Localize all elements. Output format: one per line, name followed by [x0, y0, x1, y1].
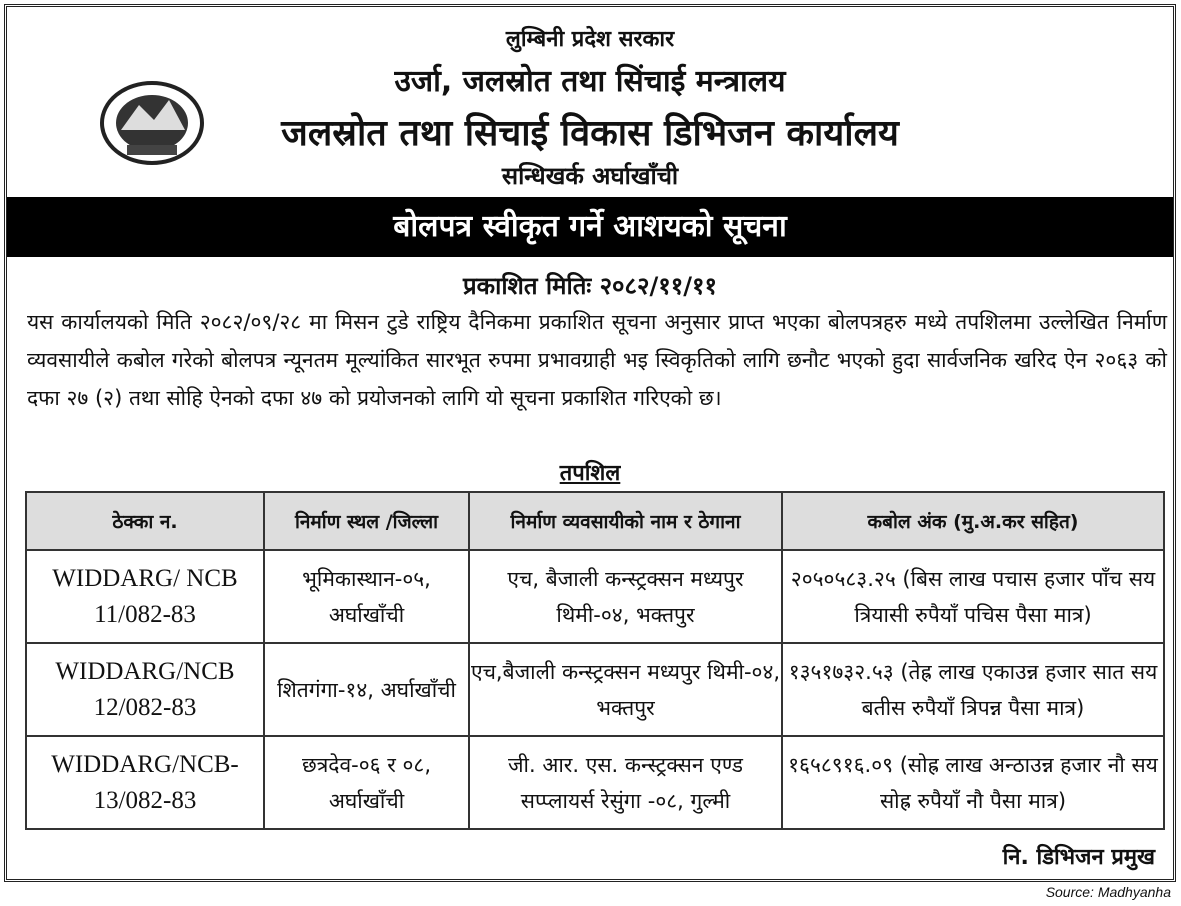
col-contract-no: ठेक्का न. [26, 492, 264, 550]
bid-amount: १३५१७३२.५३ (तेह्र लाख एकाउन्न हजार सात सय बतीस रुपैयाँ त्रिपन्न पैसा मात्र) [782, 643, 1164, 736]
notice-body: यस कार्यालयको मिति २०८२/०९/२८ मा मिसन टुडे राष्ट्रिय दैनिकमा प्रकाशित सूचना अनुसार प्राप्त भएका बोलपत्रहरु मध्ये तपशिलमा उल्लेखित निर्माण व्यवसायीले कबोल गरेको बोलपत्र न्यूनतम मूल्यांकित सारभूत रुपमा प्रभावग्राही भइ स्विकृतिको लागि छनौट भएको हुदा सार्वजनिक खरिद ऐन २०६३ को दफा २७ (२) तथा सोहि ऐनको दफा ४७ को प्रयोजनको लागि यो सूचना प्रकाशित गरिएको छ। [27, 310, 1167, 410]
contract-no: WIDDARG/ NCB 11/082-83 [26, 550, 264, 643]
published-date: प्रकाशित मितिः २०८२/११/११ [463, 272, 717, 300]
schedule-title: तपशिल [559, 461, 621, 486]
table-row [26, 643, 1164, 736]
col-site: निर्माण स्थल /जिल्ला [264, 492, 469, 550]
site: शितगंगा-१४, अर्घाखाँची [264, 643, 469, 736]
source-credit: Source: Madhyanha [1045, 884, 1171, 900]
ministry-name: उर्जा, जलस्रोत तथा सिंचाई मन्त्रालय [394, 64, 786, 99]
table-header-row [26, 492, 1164, 550]
header-line-1: लुम्बिनी प्रदेश सरकार [505, 27, 675, 52]
table-row [26, 550, 1164, 643]
contractor: एच,बैजाली कन्स्ट्रक्सन मध्यपुर थिमी-०४, भक्तपुर [469, 643, 782, 736]
bid-amount: १६५८९१६.०९ (सोह्र लाख अन्ठाउन्न हजार नौ सय सोह्र रुपैयाँ नौ पैसा मात्र) [782, 736, 1164, 829]
contractor: जी. आर. एस. कन्स्ट्रक्सन एण्ड सप्प्लायर्स रेसुंगा -०८, गुल्मी [469, 736, 782, 829]
bid-amount: २०५०५८३.२५ (बिस लाख पचास हजार पाँच सय त्रियासी रुपैयाँ पचिस पैसा मात्र) [782, 550, 1164, 643]
notice-frame [4, 4, 1176, 882]
notice-title: बोलपत्र स्वीकृत गर्ने आशयको सूचना [7, 197, 1173, 257]
bid-table [25, 491, 1165, 830]
col-bid-amount: कबोल अंक (मु.अ.कर सहित) [782, 492, 1164, 550]
office-location: सन्धिखर्क अर्घाखाँची [501, 162, 679, 190]
table-row [26, 736, 1164, 829]
col-contractor: निर्माण व्यवसायीको नाम र ठेगाना [469, 492, 782, 550]
contract-no: WIDDARG/NCB-13/082-83 [26, 736, 264, 829]
contractor: एच, बैजाली कन्स्ट्रक्सन मध्यपुर थिमी-०४, भक्तपुर [469, 550, 782, 643]
site: भूमिकास्थान-०५, अर्घाखाँची [264, 550, 469, 643]
contract-no: WIDDARG/NCB 12/082-83 [26, 643, 264, 736]
signature: नि. डिभिजन प्रमुख [1002, 845, 1155, 870]
office-name: जलस्रोत तथा सिचाई विकास डिभिजन कार्यालय [281, 113, 899, 154]
site: छत्रदेव-०६ र ०८, अर्घाखाँची [264, 736, 469, 829]
